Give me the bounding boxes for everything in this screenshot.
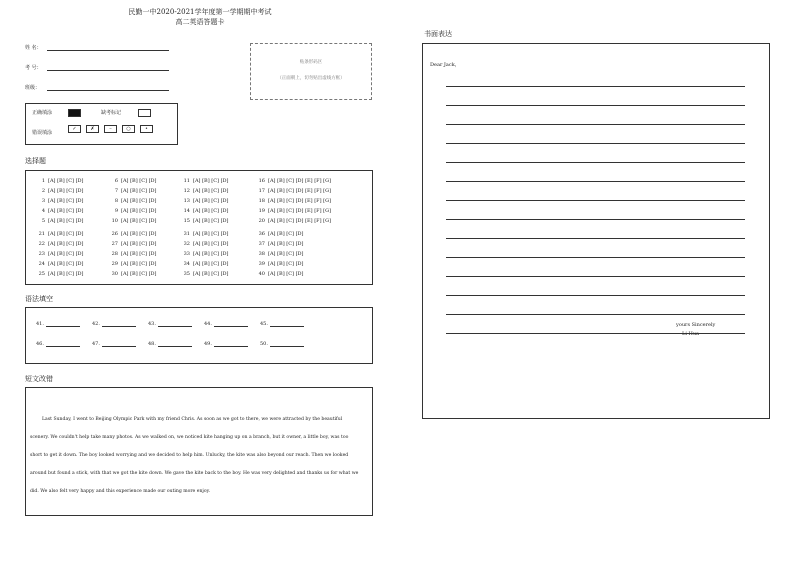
choice-question[interactable]	[253, 188, 331, 194]
question-number: 25	[38, 271, 45, 277]
answer-options[interactable]: [A] [B] [C] [D]	[121, 231, 157, 237]
choice-question[interactable]	[33, 261, 84, 267]
question-number: 40	[258, 271, 265, 277]
writing-answer-box[interactable]	[422, 43, 770, 419]
blank-number: 43.	[148, 321, 156, 327]
writing-line[interactable]	[446, 181, 745, 182]
question-number: 9	[114, 208, 118, 214]
question-number: 14	[183, 208, 190, 214]
question-number: 6	[114, 178, 118, 184]
fill-section-title: 语法填空	[25, 295, 53, 303]
choice-question[interactable]	[178, 231, 229, 237]
question-number: 11	[183, 178, 190, 184]
answer-options[interactable]: [A] [B] [C] [D] [E] [F] [G]	[268, 178, 332, 184]
name-field[interactable]	[25, 44, 42, 51]
question-number: 5	[41, 218, 45, 224]
question-number: 38	[258, 251, 265, 257]
answer-options[interactable]: [A] [B] [C] [D]	[268, 271, 304, 277]
choice-section-title: 选择题	[25, 157, 46, 165]
writing-line[interactable]	[446, 143, 745, 144]
wrong-label: 错误填涂	[32, 130, 53, 136]
answer-options[interactable]: [A] [B] [C] [D] [E] [F] [G]	[268, 208, 332, 214]
error-correction-box	[25, 387, 373, 516]
blank-number: 41.	[36, 321, 44, 327]
choice-question[interactable]	[106, 198, 157, 204]
fill-legend	[25, 103, 178, 145]
choice-question[interactable]	[253, 208, 331, 214]
choice-question[interactable]	[33, 178, 84, 184]
choice-question[interactable]	[106, 251, 157, 257]
barcode-note: （正面朝上，切勿贴出虚线方框）	[277, 76, 345, 81]
choice-question[interactable]	[178, 198, 229, 204]
question-number: 1	[41, 178, 45, 184]
correct-label: 正确填涂	[32, 110, 53, 116]
choice-question[interactable]	[253, 218, 331, 224]
answer-options[interactable]: [A] [B] [C] [D]	[48, 188, 84, 194]
question-number: 35	[183, 271, 190, 277]
fill-blank[interactable]	[204, 321, 248, 327]
signature: Li Hua	[682, 331, 700, 337]
name-line	[47, 50, 169, 51]
blank-line[interactable]	[46, 321, 80, 327]
essay-line: around but found a stick, with that we got the kite down. We gave the kite back to the boy. He was very delighted and thanks us for what we	[30, 471, 359, 476]
blank-number: 50.	[260, 341, 268, 347]
exam-number-label: 考 号：	[25, 65, 42, 71]
choice-question[interactable]	[106, 261, 157, 267]
blank-number: 44.	[204, 321, 212, 327]
answer-options[interactable]: [A] [B] [C] [D] [E] [F] [G]	[268, 188, 332, 194]
choice-question[interactable]	[106, 231, 157, 237]
choice-question[interactable]	[33, 241, 84, 247]
choice-question[interactable]	[33, 198, 84, 204]
essay-line: scenery. We couldn't help take many photos. As we walked on, we noticed kite hanging up on a branch, but it owner, a little boy, was too	[30, 435, 349, 440]
blank-line[interactable]	[158, 341, 192, 347]
fill-blank[interactable]	[36, 321, 80, 327]
blank-line[interactable]	[214, 341, 248, 347]
question-number: 26	[111, 231, 118, 237]
writing-section-title: 书面表达	[424, 30, 452, 38]
choice-question[interactable]	[106, 271, 157, 277]
barcode-area	[250, 43, 372, 100]
salutation: Dear Jack，	[430, 62, 460, 68]
answer-options[interactable]: [A] [B] [C] [D]	[121, 198, 157, 204]
answer-options[interactable]: [A] [B] [C] [D]	[121, 218, 157, 224]
choice-question[interactable]	[33, 251, 84, 257]
answer-options[interactable]: [A] [B] [C] [D]	[193, 208, 229, 214]
question-number: 12	[183, 188, 190, 194]
blank-number: 42.	[92, 321, 100, 327]
blank-number: 46.	[36, 341, 44, 347]
writing-line[interactable]	[446, 86, 745, 87]
question-number: 32	[183, 241, 190, 247]
question-number: 19	[258, 208, 265, 214]
answer-options[interactable]: [A] [B] [C] [D]	[121, 241, 157, 247]
absent-label: 缺考标记	[101, 110, 122, 116]
choice-question[interactable]	[178, 178, 229, 184]
writing-line[interactable]	[446, 333, 745, 334]
fill-blank[interactable]	[148, 321, 192, 327]
question-number: 21	[38, 231, 45, 237]
question-number: 3	[41, 198, 45, 204]
question-number: 16	[258, 178, 265, 184]
blank-line[interactable]	[214, 321, 248, 327]
answer-options[interactable]: [A] [B] [C] [D]	[268, 261, 304, 267]
writing-line[interactable]	[446, 238, 745, 239]
exam-number-line	[47, 70, 169, 71]
question-number: 33	[183, 251, 190, 257]
choice-question[interactable]	[106, 188, 157, 194]
choice-question[interactable]	[253, 271, 304, 277]
question-number: 29	[111, 261, 118, 267]
answer-options[interactable]: [A] [B] [C] [D]	[268, 241, 304, 247]
exam-number-field[interactable]	[25, 64, 42, 71]
question-number: 17	[258, 188, 265, 194]
writing-line[interactable]	[446, 105, 745, 106]
answer-options[interactable]: [A] [B] [C] [D] [E] [F] [G]	[268, 198, 332, 204]
writing-line[interactable]	[446, 295, 745, 296]
choice-question[interactable]	[178, 188, 229, 194]
answer-options[interactable]: [A] [B] [C] [D]	[48, 231, 84, 237]
blank-line[interactable]	[158, 321, 192, 327]
closing: yours Sincerely	[676, 322, 716, 328]
blank-line[interactable]	[102, 321, 136, 327]
choice-question[interactable]	[253, 178, 331, 184]
answer-options[interactable]: [A] [B] [C] [D]	[193, 218, 229, 224]
wrong-mark-dash: –	[104, 125, 117, 133]
choice-question[interactable]	[106, 208, 157, 214]
choice-question[interactable]	[33, 208, 84, 214]
writing-line[interactable]	[446, 200, 745, 201]
question-number: 8	[114, 198, 118, 204]
question-number: 39	[258, 261, 265, 267]
answer-options[interactable]: [A] [B] [C] [D]	[48, 241, 84, 247]
answer-options[interactable]: [A] [B] [C] [D] [E] [F] [G]	[268, 218, 332, 224]
blank-line[interactable]	[270, 341, 304, 347]
choice-question[interactable]	[33, 218, 84, 224]
answer-options[interactable]: [A] [B] [C] [D]	[121, 261, 157, 267]
correct-mark	[68, 109, 81, 117]
choice-question[interactable]	[178, 218, 229, 224]
question-number: 7	[114, 188, 118, 194]
fill-blank[interactable]	[92, 321, 136, 327]
blank-line[interactable]	[270, 321, 304, 327]
page-subtitle: 高二英语答题卡	[175, 18, 225, 26]
choice-question[interactable]	[253, 241, 304, 247]
writing-line[interactable]	[446, 314, 745, 315]
choice-question[interactable]	[178, 208, 229, 214]
answer-options[interactable]: [A] [B] [C] [D]	[48, 178, 84, 184]
choice-question[interactable]	[106, 218, 157, 224]
choice-answer-box	[25, 170, 373, 285]
fill-blank[interactable]	[148, 341, 192, 347]
writing-line[interactable]	[446, 257, 745, 258]
answer-options[interactable]: [A] [B] [C] [D]	[48, 198, 84, 204]
choice-question[interactable]	[253, 251, 304, 257]
blank-number: 47.	[92, 341, 100, 347]
answer-options[interactable]: [A] [B] [C] [D]	[193, 188, 229, 194]
answer-options[interactable]: [A] [B] [C] [D]	[193, 241, 229, 247]
essay-line: short to get it down. The boy looked worrying and we decided to help him. Unlucky, the kite was also beyond our reach. Then we looked	[30, 453, 349, 458]
choice-question[interactable]	[33, 188, 84, 194]
fill-blank[interactable]	[260, 321, 304, 327]
question-number: 31	[183, 231, 190, 237]
page-title: 民勤一中2020-2021学年度第一学期期中考试	[128, 8, 272, 16]
blank-number: 49.	[204, 341, 212, 347]
essay-line: Last Sunday, I went to Beijing Olympic Park with my friend Chris. As soon as we got to there, we were attracted by the beautiful	[42, 417, 343, 422]
fill-blank[interactable]	[92, 341, 136, 347]
blank-number: 45.	[260, 321, 268, 327]
answer-options[interactable]: [A] [B] [C] [D]	[268, 251, 304, 257]
answer-options[interactable]: [A] [B] [C] [D]	[48, 271, 84, 277]
fill-blank[interactable]	[36, 341, 80, 347]
fill-blank[interactable]	[260, 341, 304, 347]
choice-question[interactable]	[106, 178, 157, 184]
answer-options[interactable]: [A] [B] [C] [D]	[121, 178, 157, 184]
choice-question[interactable]	[33, 271, 84, 277]
question-number: 36	[258, 231, 265, 237]
question-number: 13	[183, 198, 190, 204]
blank-line[interactable]	[102, 341, 136, 347]
answer-options[interactable]: [A] [B] [C] [D]	[121, 271, 157, 277]
answer-options[interactable]: [A] [B] [C] [D]	[121, 188, 157, 194]
essay-section-title: 短文改错	[25, 375, 53, 383]
answer-options[interactable]: [A] [B] [C] [D]	[121, 208, 157, 214]
choice-question[interactable]	[178, 261, 229, 267]
writing-line[interactable]	[446, 276, 745, 277]
answer-options[interactable]: [A] [B] [C] [D]	[268, 231, 304, 237]
question-number: 15	[183, 218, 190, 224]
writing-line[interactable]	[446, 219, 745, 220]
writing-line[interactable]	[446, 124, 745, 125]
question-number: 23	[38, 251, 45, 257]
answer-options[interactable]: [A] [B] [C] [D]	[193, 261, 229, 267]
wrong-mark-check: ✓	[68, 125, 81, 133]
class-label: 班级：	[25, 85, 41, 91]
blank-number: 48.	[148, 341, 156, 347]
choice-question[interactable]	[178, 241, 229, 247]
question-number: 20	[258, 218, 265, 224]
name-label: 姓 名：	[25, 45, 42, 51]
choice-question[interactable]	[33, 231, 84, 237]
question-number: 37	[258, 241, 265, 247]
fill-answer-box	[25, 307, 373, 364]
choice-question[interactable]	[253, 231, 304, 237]
wrong-mark-dot: •	[140, 125, 153, 133]
blank-line[interactable]	[46, 341, 80, 347]
writing-line[interactable]	[446, 162, 745, 163]
question-number: 22	[38, 241, 45, 247]
class-line	[47, 90, 169, 91]
answer-options[interactable]: [A] [B] [C] [D]	[48, 251, 84, 257]
absent-mark-box[interactable]	[138, 109, 151, 117]
choice-question[interactable]	[253, 198, 331, 204]
choice-question[interactable]	[253, 261, 304, 267]
answer-options[interactable]: [A] [B] [C] [D]	[121, 251, 157, 257]
answer-options[interactable]: [A] [B] [C] [D]	[193, 231, 229, 237]
question-number: 27	[111, 241, 118, 247]
question-number: 4	[41, 208, 45, 214]
question-number: 34	[183, 261, 190, 267]
answer-options[interactable]: [A] [B] [C] [D]	[193, 251, 229, 257]
question-number: 2	[41, 188, 45, 194]
barcode-label: 贴条形码区	[299, 60, 323, 65]
essay-line: did. We also felt very happy and this experience made our outing more enjoy.	[30, 489, 211, 494]
question-number: 10	[111, 218, 118, 224]
class-field[interactable]	[25, 84, 40, 91]
answer-options[interactable]: [A] [B] [C] [D]	[48, 218, 84, 224]
answer-options[interactable]: [A] [B] [C] [D]	[193, 198, 229, 204]
question-number: 24	[38, 261, 45, 267]
answer-options[interactable]: [A] [B] [C] [D]	[48, 208, 84, 214]
question-number: 30	[111, 271, 118, 277]
answer-options[interactable]: [A] [B] [C] [D]	[193, 271, 229, 277]
answer-options[interactable]: [A] [B] [C] [D]	[48, 261, 84, 267]
choice-question[interactable]	[178, 251, 229, 257]
fill-blank[interactable]	[204, 341, 248, 347]
wrong-mark-cross: ✗	[86, 125, 99, 133]
wrong-mark-circle: ○	[122, 125, 135, 133]
question-number: 18	[258, 198, 265, 204]
answer-options[interactable]: [A] [B] [C] [D]	[193, 178, 229, 184]
question-number: 28	[111, 251, 118, 257]
choice-question[interactable]	[106, 241, 157, 247]
choice-question[interactable]	[178, 271, 229, 277]
